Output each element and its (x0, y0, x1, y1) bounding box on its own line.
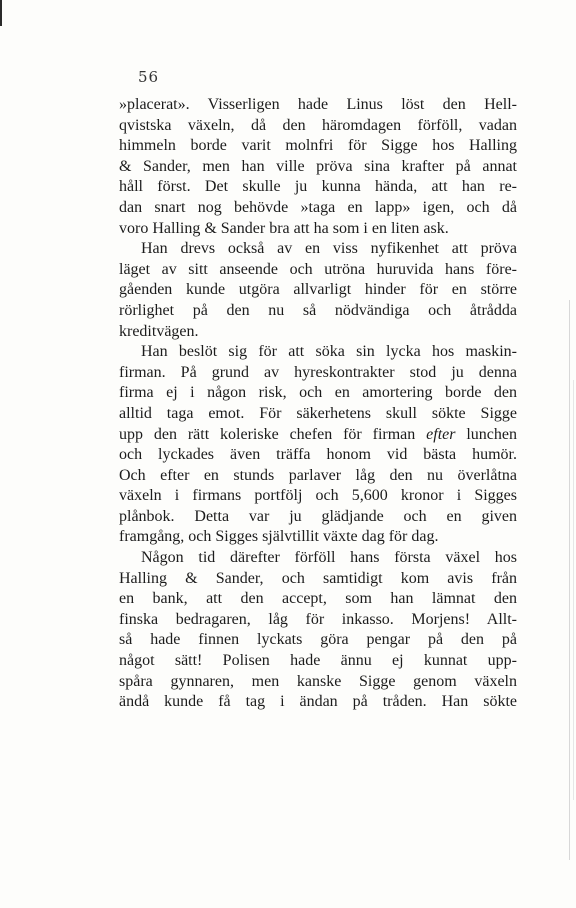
page-edge-shadow-inner (573, 380, 574, 800)
text-line: håll först. Det skulle ju kunna hända, att han re- (119, 178, 517, 196)
text-line: qvistska växeln, då den häromdagen förföll, vadan (119, 116, 517, 134)
text-line: upp den rätt koleriske chefen för firman efter lunchen (119, 425, 517, 443)
text-line: alltid taga emot. För säkerhetens skull sökte Sigge (119, 404, 517, 422)
emphasis: efter (426, 425, 456, 443)
text-line: Och efter en stunds parlaver låg den nu överlåtna (119, 466, 517, 484)
text-line: rörlighet på den nu så nödvändiga och åtrådda (119, 301, 517, 319)
text-line: plånbok. Detta var ju glädjande och en given (119, 507, 517, 525)
text-line: en bank, att den accept, som han lämnat den (119, 590, 517, 608)
text-line: Någon tid därefter förföll hans första växel hos (141, 549, 517, 567)
text-line: dan snart nog behövde »taga en lapp» igen, och då (119, 198, 517, 216)
text-line: »placerat». Visserligen hade Linus löst den Hell- (119, 96, 517, 113)
text-line: framgång, och Sigges självtillit växte dag för dag. (119, 528, 439, 546)
text-line: Han drevs också av en viss nyfikenhet att pröva (141, 240, 517, 258)
page-edge-shadow (569, 300, 570, 860)
text-line: läget av sitt anseende och utröna huruvida hans före- (119, 260, 517, 278)
text-line: himmeln borde varit molnfri för Sigge hos Halling (119, 137, 517, 155)
text-line: Han beslöt sig för att söka sin lycka hos maskin- (141, 343, 517, 361)
body-text (119, 95, 517, 713)
text-line: ändå kunde få tag i ändan på tråden. Han sökte (119, 693, 517, 711)
text-line: spåra gynnaren, men kanske Sigge genom växeln (119, 672, 517, 690)
text-line: så hade finnen lyckats göra pengar på den på (119, 631, 517, 649)
page-number: 56 (138, 68, 160, 86)
text-line: voro Halling & Sander bra att ha som i en liten ask. (119, 219, 449, 237)
text-line: firma ej i någon risk, och en amortering borde den (119, 384, 517, 402)
text-line: gåenden kunde utgöra allvarligt hinder för en större (119, 281, 517, 299)
text-line: kreditvägen. (119, 322, 199, 340)
text-line: & Sander, men han ville pröva sina krafter på annat (119, 157, 517, 175)
text-line: växeln i firmans portfölj och 5,600 kronor i Sigges (119, 487, 517, 505)
text-line: och lyckades även träffa honom vid bästa humör. (119, 446, 517, 464)
text-line: något sätt! Polisen hade ännu ej kunnat upp- (119, 652, 517, 670)
margin-mark (0, 0, 2, 26)
text-line: firman. På grund av hyreskontrakter stod ju denna (119, 363, 517, 381)
text-line: finska bedragaren, låg för inkasso. Morjens! Allt- (119, 610, 517, 628)
text-line: Halling & Sander, och samtidigt kom avis från (119, 569, 517, 587)
